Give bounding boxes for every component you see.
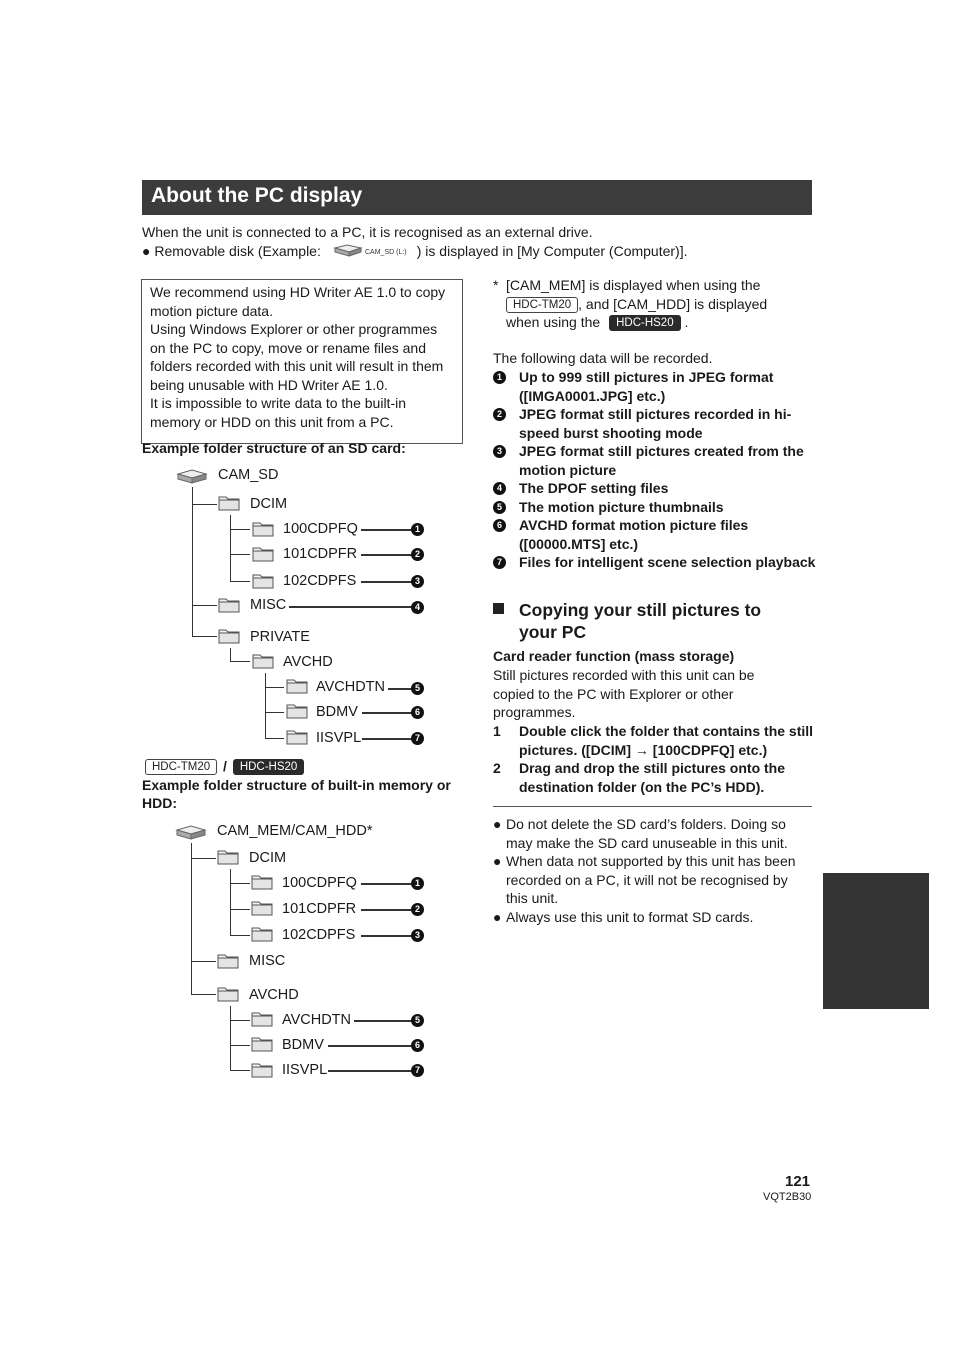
folder-label: 102CDPFS	[283, 573, 357, 589]
data-list-intro: The following data will be recorded.	[493, 350, 713, 366]
copy-body: Still pictures recorded with this unit can be copied to the PC with Explorer or other programmes.	[493, 667, 755, 720]
document-code: VQT2B30	[763, 1191, 812, 1203]
callout-number: 6	[411, 1039, 424, 1052]
folder-icon	[251, 1061, 273, 1078]
folder-icon	[217, 952, 239, 969]
folder-label: IISVPL	[316, 730, 362, 746]
folder-icon	[251, 899, 273, 916]
callout-number: 3	[493, 445, 506, 458]
callout-number: 7	[493, 556, 506, 569]
callout-number: 6	[411, 706, 424, 719]
callout-number: 2	[411, 903, 424, 916]
page-number: 121	[785, 1173, 811, 1190]
model-badges: HDC-TM20 / HDC-HS20	[145, 758, 304, 775]
bullet-icon: ●	[493, 816, 502, 832]
chapter-tab	[823, 873, 929, 1009]
intro-bullet: ● Removable disk (Example: CAM_SD (L:) ) is displayed in [My Computer (Computer)].	[142, 242, 822, 263]
model-badge-tm20: HDC-TM20	[506, 297, 578, 313]
callout-number: 5	[411, 1014, 424, 1027]
copy-subhead: Card reader function (mass storage)	[493, 648, 735, 664]
callout-number: 5	[493, 501, 506, 514]
folder-label: 102CDPFS	[282, 927, 356, 943]
folder-label: 100CDPFQ	[283, 521, 358, 537]
model-badge-hs20: HDC-HS20	[233, 759, 305, 775]
folder-label: MISC	[250, 597, 287, 613]
footnote: * [CAM_MEM] is displayed when using the HDC-TM20 , and [CAM_HDD] is displayed when using the HDC-HS20 .	[493, 277, 768, 330]
callout-number: 6	[493, 519, 506, 532]
callout-number: 1	[493, 371, 506, 384]
step-item: 2 Drag and drop the still pictures onto the destination folder (on the PC’s HDD).	[493, 760, 786, 795]
callout-number: 7	[411, 1064, 424, 1077]
callout-number: 2	[493, 408, 506, 421]
callout-number: 3	[411, 575, 424, 588]
folder-icon	[251, 925, 273, 942]
cautions-list	[493, 815, 813, 926]
folder-icon	[217, 985, 239, 1002]
folder-label: AVCHD	[283, 654, 333, 670]
folder-label: DCIM	[249, 850, 287, 866]
callout-number: 4	[411, 601, 424, 614]
folder-label: CAM_SD	[218, 467, 279, 483]
folder-label: 101CDPFR	[283, 546, 358, 562]
callout-number: 7	[411, 732, 424, 745]
recommendation-note: We recommend using HD Writer AE 1.0 to copy motion picture data. Using Windows Explorer or other programmes on the PC to copy, move or rename files and folders recorded with this unit will result in them being unusable with HD Writer AE 1.0. It is impossible to write data to the built-in memory or HDD on this unit from a PC.	[141, 279, 463, 444]
folder-icon	[251, 873, 273, 890]
mem-tree-heading: Example folder structure of built-in memory or HDD:	[142, 777, 451, 811]
page-title: About the PC display	[151, 184, 363, 207]
callout-number: 5	[411, 682, 424, 695]
folder-label: 101CDPFR	[282, 901, 357, 917]
model-badge-tm20: HDC-TM20	[145, 759, 217, 775]
folder-label: PRIVATE	[250, 629, 310, 645]
callout-number: 2	[411, 548, 424, 561]
list-item: ● When data not supported by this unit has been recorded on a PC, it will not be recognised by this unit.	[493, 853, 796, 906]
square-bullet-icon	[493, 603, 504, 614]
folder-label: MISC	[249, 953, 286, 969]
folder-label: DCIM	[250, 496, 288, 512]
folder-icon	[251, 1010, 273, 1027]
folder-label: AVCHDTN	[282, 1012, 352, 1028]
bullet-icon: ●	[493, 853, 502, 869]
folder-label: 100CDPFQ	[282, 875, 357, 891]
callout-number: 1	[411, 877, 424, 890]
folder-label: BDMV	[316, 704, 358, 720]
folder-label: IISVPL	[282, 1062, 328, 1078]
divider	[493, 806, 812, 807]
folder-icon	[217, 848, 239, 865]
folder-label: BDMV	[282, 1037, 324, 1053]
intro-line: When the unit is connected to a PC, it is recognised as an external drive.	[142, 224, 593, 240]
svg-text:CAM_SD (L:): CAM_SD (L:)	[364, 249, 407, 256]
callout-number: 1	[411, 523, 424, 536]
callout-number: 4	[493, 482, 506, 495]
list-item: ● Do not delete the SD card’s folders. Doing so may make the SD card unuseable in this unit.	[493, 816, 788, 851]
sd-tree-heading: Example folder structure of an SD card:	[142, 440, 406, 456]
step-item: 1 Double click the folder that contains the still pictures. ([DCIM] → [100CDPFQ] etc.)	[493, 723, 814, 758]
copy-section-heading: Copying your still pictures to your PC	[493, 599, 793, 643]
folder-label: CAM_MEM/CAM_HDD*	[217, 823, 373, 839]
bullet-icon: ●	[493, 908, 502, 925]
folder-label: AVCHDTN	[316, 679, 386, 695]
callout-number: 3	[411, 929, 424, 942]
list-item: ● Always use this unit to format SD cards.	[493, 908, 754, 925]
folder-label: AVCHD	[249, 987, 299, 1003]
folder-icon	[251, 1035, 273, 1052]
drive-icon	[175, 823, 207, 843]
model-badge-hs20: HDC-HS20	[609, 315, 681, 331]
